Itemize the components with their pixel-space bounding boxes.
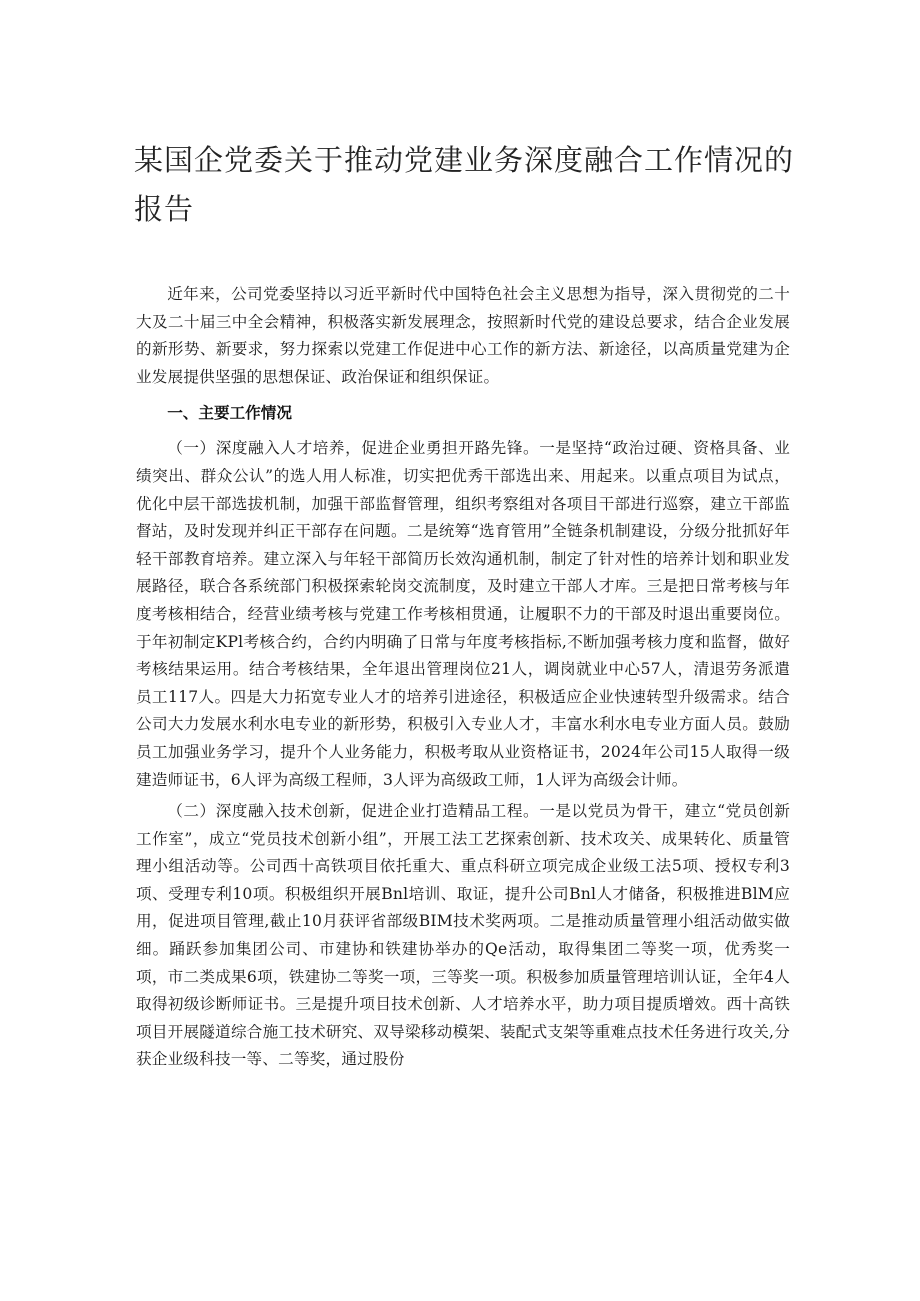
paragraph-talent-training: （一）深度融入人才培养，促进企业勇担开路先锋。一是坚持“政治过硬、资格具备、业绩突出、群众公认”的选人用人标准，切实把优秀干部选出来、用起来。以重点项目为试点，优化中层干部选拔机制，加强干部监督管理，组织考察组对各项目干部进行巡察，建立干部监督站，及时发现并纠正干部存在问题。二是统筹“选育管用”全链条机制建设，分级分批抓好年轻干部教育培养。建立深入与年轻干部简历长效沟通机制，制定了针对性的培养计划和职业发展路径，联合各系统部门积极探索轮岗交流制度，及时建立干部人才库。三是把日常考核与年度考核相结合，经营业绩考核与党建工作考核相贯通，让履职不力的干部及时退出重要岗位。于年初制定KPl考核合约，合约内明确了日常与年度考核指标,不断加强考核力度和监督，做好考核结果运用。结合考核结果，全年退出管理岗位21人，调岗就业中心57人，清退劳务派遣员工117人。四是大力拓宽专业人才的培养引进途径，积极适应企业快速转型升级需求。结合公司大力发展水利水电专业的新形势，积极引入专业人才，丰富水利水电专业方面人员。鼓励员工加强业务学习，提升个人业务能力，积极考取从业资格证书，2024年公司15人取得一级建造师证书，6人评为高级工程师，3人评为高级政工师，1人评为高级会计师。 <box>136 439 790 789</box>
paragraph-tech-innovation: （二）深度融入技术创新，促进企业打造精品工程。一是以党员为骨干，建立“党员创新工作室”，成立“党员技术创新小组”，开展工法工艺探索创新、技术攻关、成果转化、质量管理小组活动等。公司西十高铁项目依托重大、重点科研立项完成企业级工法5项、授权专利3项、受理专利10项。积极组织开展Bnl培训、取证，提升公司Bnl人才储备，积极推进BlM应用，促进项目管理,截止10月获评省部级BIM技术奖两项。二是推动质量管理小组活动做实做细。踊跃参加集团公司、市建协和铁建协举办的Qe活动，取得集团二等奖一项，优秀奖一项，市二类成果6项，铁建协二等奖一项，三等奖一项。积极参加质量管理培训认证，全年4人取得初级诊断师证书。三是提升项目技术创新、人才培养水平，助力项目提质增效。西十高铁项目开展隧道综合施工技术研究、双导梁移动模架、装配式支架等重难点技术任务进行攻关,分获企业级科技一等、二等奖，通过股份 <box>136 802 790 1069</box>
document-body <box>136 281 790 1074</box>
document-title: 某国企党委关于推动党建业务深度融合工作情况的报告 <box>134 143 795 226</box>
intro-paragraph: 近年来，公司党委坚持以习近平新时代中国特色社会主义思想为指导，深入贯彻党的二十大及二十届三中全会精神，积极落实新发展理念，按照新时代党的建设总要求，结合企业发展的新形势、新要求，努力探索以党建工作促进中心工作的新方法、新途径，以高质量党建为企业发展提供坚强的思想保证、政治保证和组织保证。 <box>136 285 790 386</box>
section-heading: 一、主要工作情况 <box>167 404 292 423</box>
